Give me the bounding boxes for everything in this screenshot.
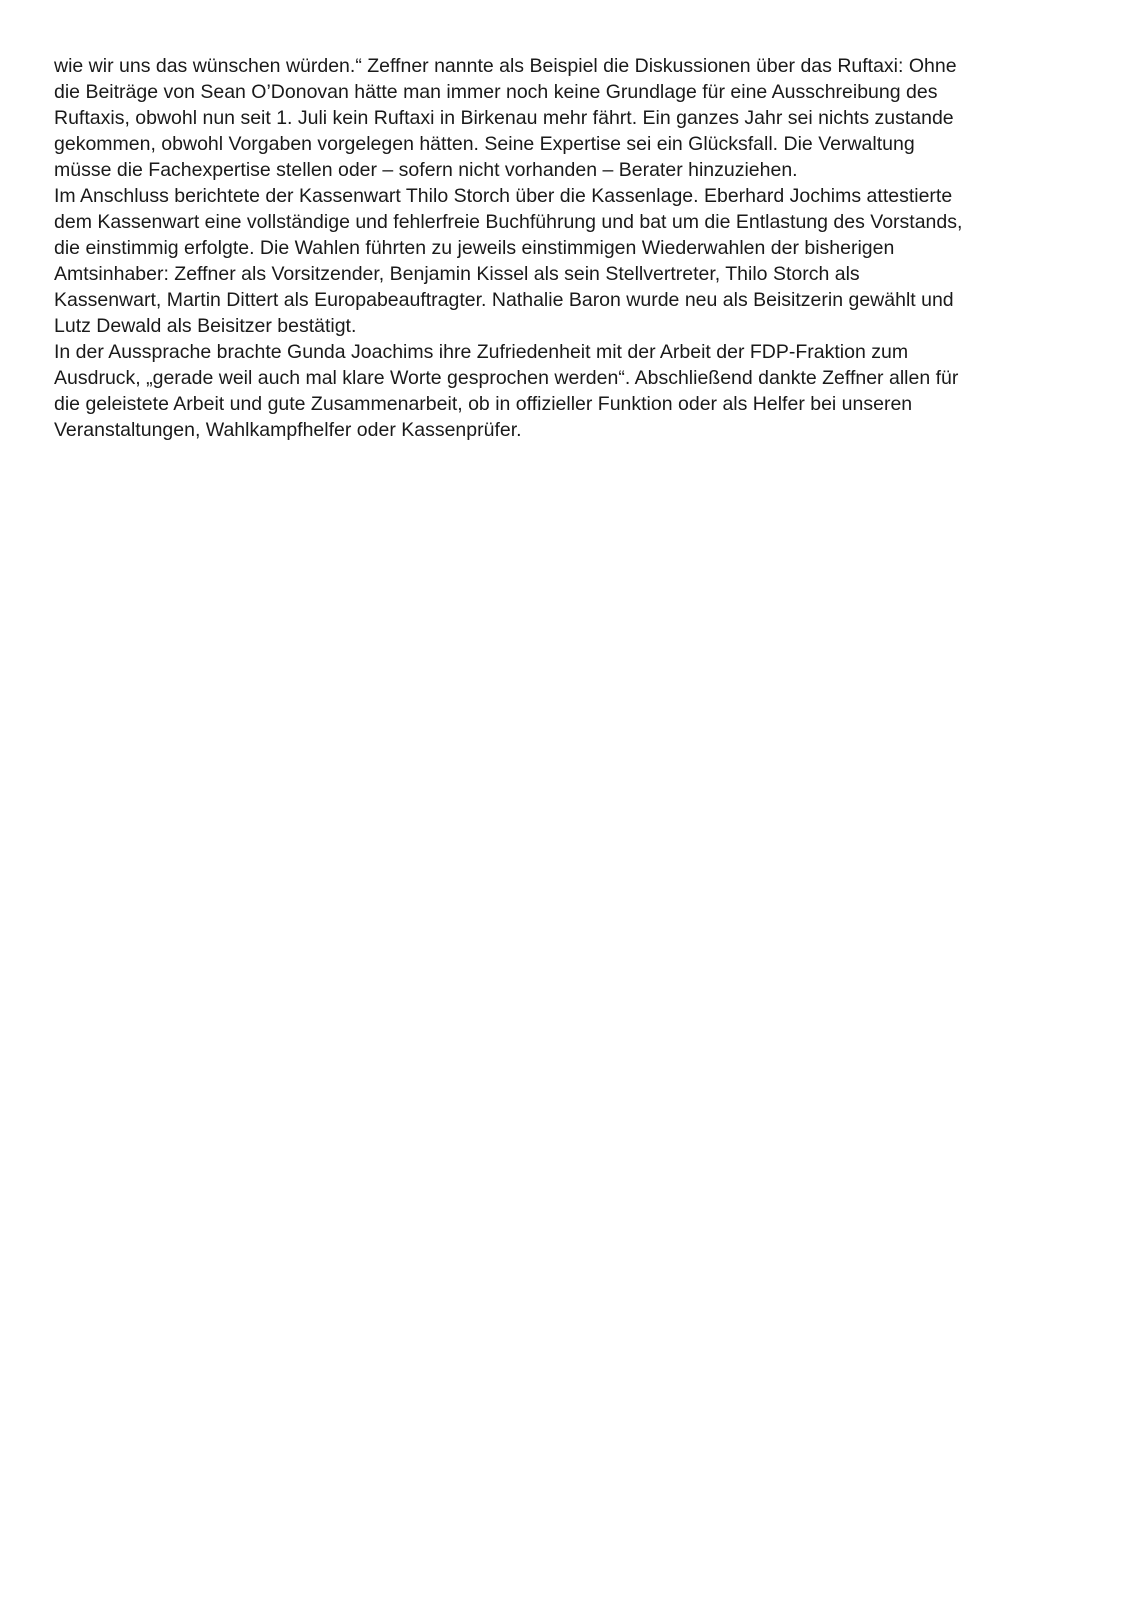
text-line: die einstimmig erfolgte. Die Wahlen führten zu jeweils einstimmigen Wiederwahlen der bisherigen — [54, 237, 895, 259]
text-line: gekommen, obwohl Vorgaben vorgelegen hätten. Seine Expertise sei ein Glücksfall. Die Verwaltung — [54, 133, 915, 155]
text-line: Ausdruck, „gerade weil auch mal klare Worte gesprochen werden“. Abschließend dankte Zeffner allen für — [54, 367, 959, 389]
text-line: Amtsinhaber: Zeffner als Vorsitzender, Benjamin Kissel als sein Stellvertreter, Thilo Storch als — [54, 263, 860, 285]
text-line: Lutz Dewald als Beisitzer bestätigt. — [54, 315, 357, 337]
text-line: Kassenwart, Martin Dittert als Europabeauftragter. Nathalie Baron wurde neu als Beisitzerin gewählt und — [54, 289, 954, 311]
text-line: Veranstaltungen, Wahlkampfhelfer oder Kassenprüfer. — [54, 419, 522, 441]
text-line: In der Aussprache brachte Gunda Joachims ihre Zufriedenheit mit der Arbeit der FDP-Fraktion zum — [54, 341, 909, 363]
text-line: dem Kassenwart eine vollständige und fehlerfreie Buchführung und bat um die Entlastung des Vorstands, — [54, 211, 963, 233]
text-line: wie wir uns das wünschen würden.“ Zeffner nannte als Beispiel die Diskussionen über das Ruftaxi: Ohne — [54, 55, 957, 77]
text-line: Ruftaxis, obwohl nun seit 1. Juli kein Ruftaxi in Birkenau mehr fährt. Ein ganzes Jahr sei nichts zustande — [54, 107, 954, 129]
text-line: müsse die Fachexpertise stellen oder – sofern nicht vorhanden – Berater hinzuziehen. — [54, 159, 798, 181]
article-body — [54, 53, 1094, 443]
text-line: die geleistete Arbeit und gute Zusammenarbeit, ob in offizieller Funktion oder als Helfer bei unseren — [54, 393, 913, 415]
text-line: die Beiträge von Sean O’Donovan hätte man immer noch keine Grundlage für eine Ausschreibung des — [54, 81, 938, 103]
text-line: Im Anschluss berichtete der Kassenwart Thilo Storch über die Kassenlage. Eberhard Jochims attestierte — [54, 185, 953, 207]
